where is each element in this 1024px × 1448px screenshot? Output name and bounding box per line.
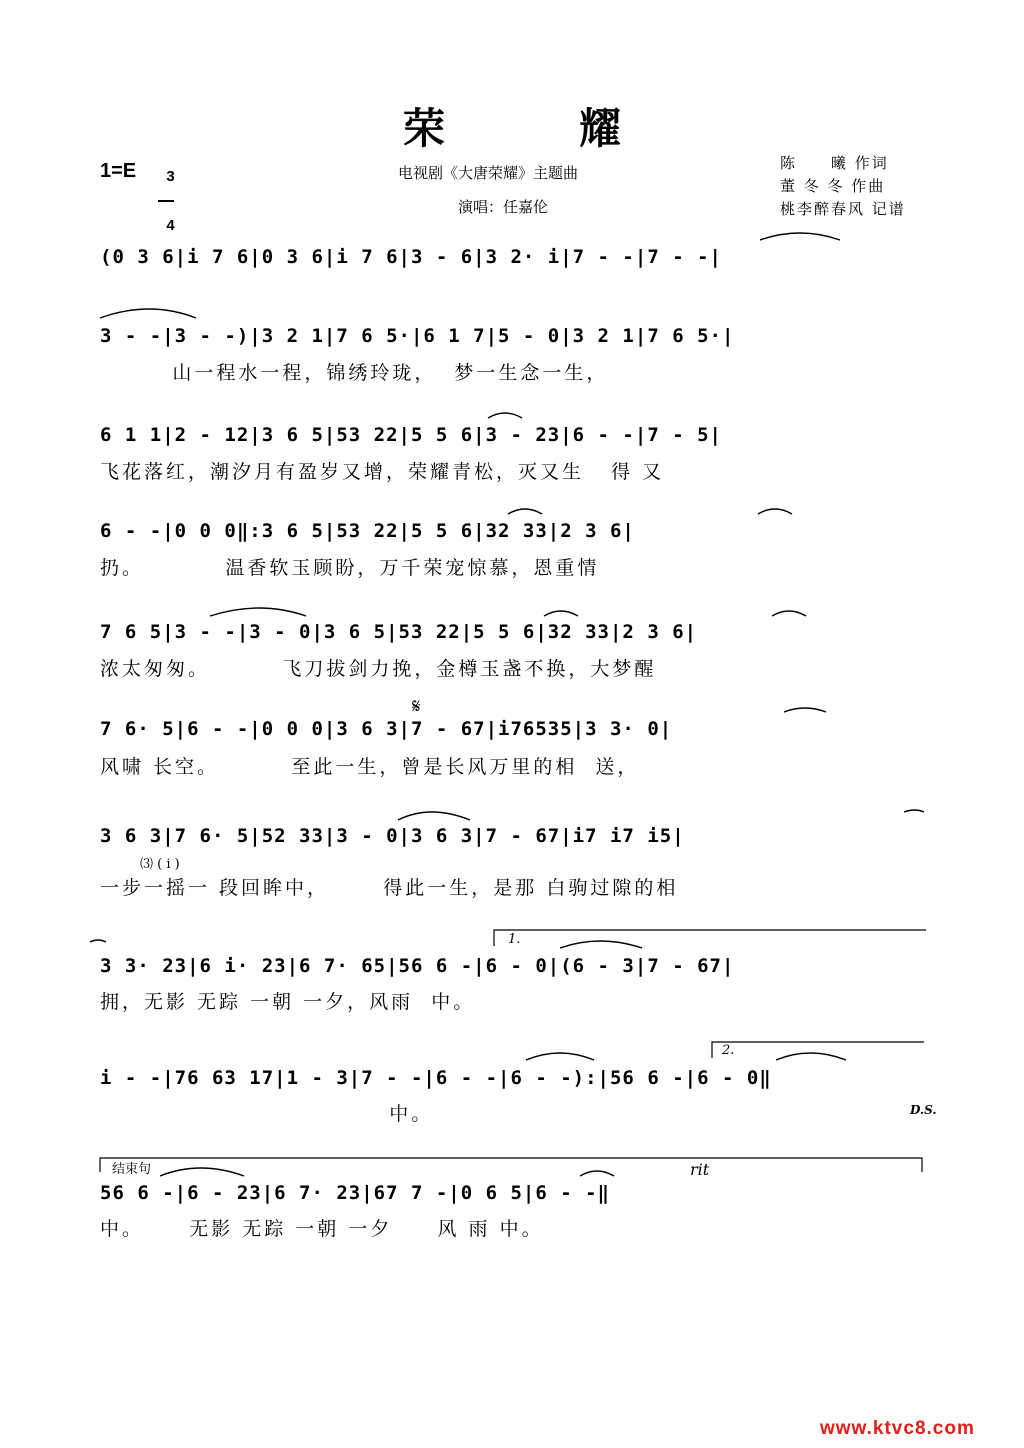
composer-credit: 董 冬 冬 作曲 (780, 177, 886, 195)
notation-row-5: 7 6 5|3 - -|3 - 0|3 6 5|53 22|5 5 6|32 33|2 3 6| (100, 621, 698, 643)
notation-row-3: 6 1 1|2 - 12|3 6 5|53 22|5 5 6|3 - 23|6 - -|7 - 5| (100, 424, 722, 446)
subtitle: 电视剧《大唐荣耀》主题曲 (398, 164, 579, 182)
volta-bracket-2 (712, 1042, 924, 1058)
slur (560, 941, 642, 948)
volta-2-label: 2. (722, 1043, 735, 1058)
slur (398, 812, 470, 820)
slur (508, 509, 542, 514)
slur (776, 1053, 846, 1060)
singer: 演唱：任嘉伦 (458, 198, 549, 216)
notation-row-10: 56 6 -|6 - 23|6 7· 23|67 7 -|0 6 5|6 - -‖ (100, 1182, 610, 1204)
lyric-row-5: 浓太匆匆。 飞刀拔剑力挽，金樽玉盏不换，大梦醒 (100, 658, 657, 680)
slur (210, 608, 306, 616)
lyric-row-6: 风啸 长空。 至此一生，曾是长风万里的相 送， (100, 756, 640, 778)
notation-row-8: 3 3· 23|6 i· 23|6 7· 65|56 6 -|6 - 0|(6 - 3|7 - 67| (100, 955, 735, 977)
volta-1-label: 1. (508, 932, 521, 947)
notation-row-2: 3 - -|3 - -)|3 2 1|7 6 5·|6 1 7|5 - 0|3 2 1|7 6 5·| (100, 325, 735, 347)
coda-label: 结束句 (112, 1162, 152, 1177)
song-title: 荣 耀 (402, 104, 667, 153)
notation-row-1: (0 3 6|i 7 6|0 3 6|i 7 6|3 - 6|3 2· i|7 - -|7 - -| (100, 246, 722, 268)
slur (526, 1053, 594, 1060)
lyric-row-8: 拥，无影 无踪 一朝 一夕，风雨 中。 (100, 991, 476, 1013)
transcriber-credit: 桃李醉春风 记谱 (780, 200, 906, 218)
slur (160, 1168, 244, 1176)
slur (772, 611, 806, 616)
volta-bracket-1 (494, 930, 926, 946)
lyric-row-10: 中。 无影 无踪 一朝 一夕 风 雨 中。 (100, 1218, 544, 1240)
lyric-row-3: 飞花落红，潮汐月有盈岁又增，荣耀青松，灭又生 得 又 (100, 461, 665, 483)
key-signature: 1=E (100, 160, 137, 182)
lyric-row-2: 山一程水一程，锦绣玲珑， 梦一生念一生， (100, 362, 609, 384)
notation-row-6: 7 6· 5|6 - -|0 0 0|3 6 3|7 - 67|i76535|3 3· 0| (100, 718, 673, 740)
ritardando-marking: rit (690, 1160, 710, 1179)
lyric-row-9: 中。 (100, 1103, 434, 1125)
notation-row-9: i - -|76 63 17|1 - 3|7 - -|6 - -|6 - -):|56 6 -|6 - 0‖ (100, 1067, 772, 1089)
lyric-row-7: 一步一摇一 段回眸中， 得此一生，是那 白驹过隙的相 (100, 877, 679, 899)
time-signature-bottom: 4 (166, 217, 175, 234)
notation-row-7: 3 6 3|7 6· 5|52 33|3 - 0|3 6 3|7 - 67|i7 i7 i5| (100, 825, 685, 847)
lyric-row-4: 扔。 温香软玉顾盼，万千荣宠惊慕，恩重情 (100, 557, 600, 579)
slur (488, 413, 522, 418)
time-signature-top: 3 (166, 168, 175, 185)
slur (904, 810, 924, 812)
lyricist-credit: 陈 曦 作词 (780, 154, 889, 172)
slur (90, 940, 106, 942)
slur (100, 309, 196, 318)
slur (760, 233, 840, 240)
segno-sign: 𝄋 (412, 694, 421, 718)
slur (580, 1171, 614, 1176)
alternate-notes: ⑶ ( i ) (140, 857, 180, 872)
slur (784, 708, 826, 712)
watermark: www.ktvc8.com (820, 1418, 975, 1439)
notation-row-4: 6 - -|0 0 0‖:3 6 5|53 22|5 5 6|32 33|2 3 6| (100, 520, 635, 542)
slur (544, 611, 578, 616)
slur (758, 509, 792, 514)
ds-marking: D.S. (910, 1103, 937, 1117)
